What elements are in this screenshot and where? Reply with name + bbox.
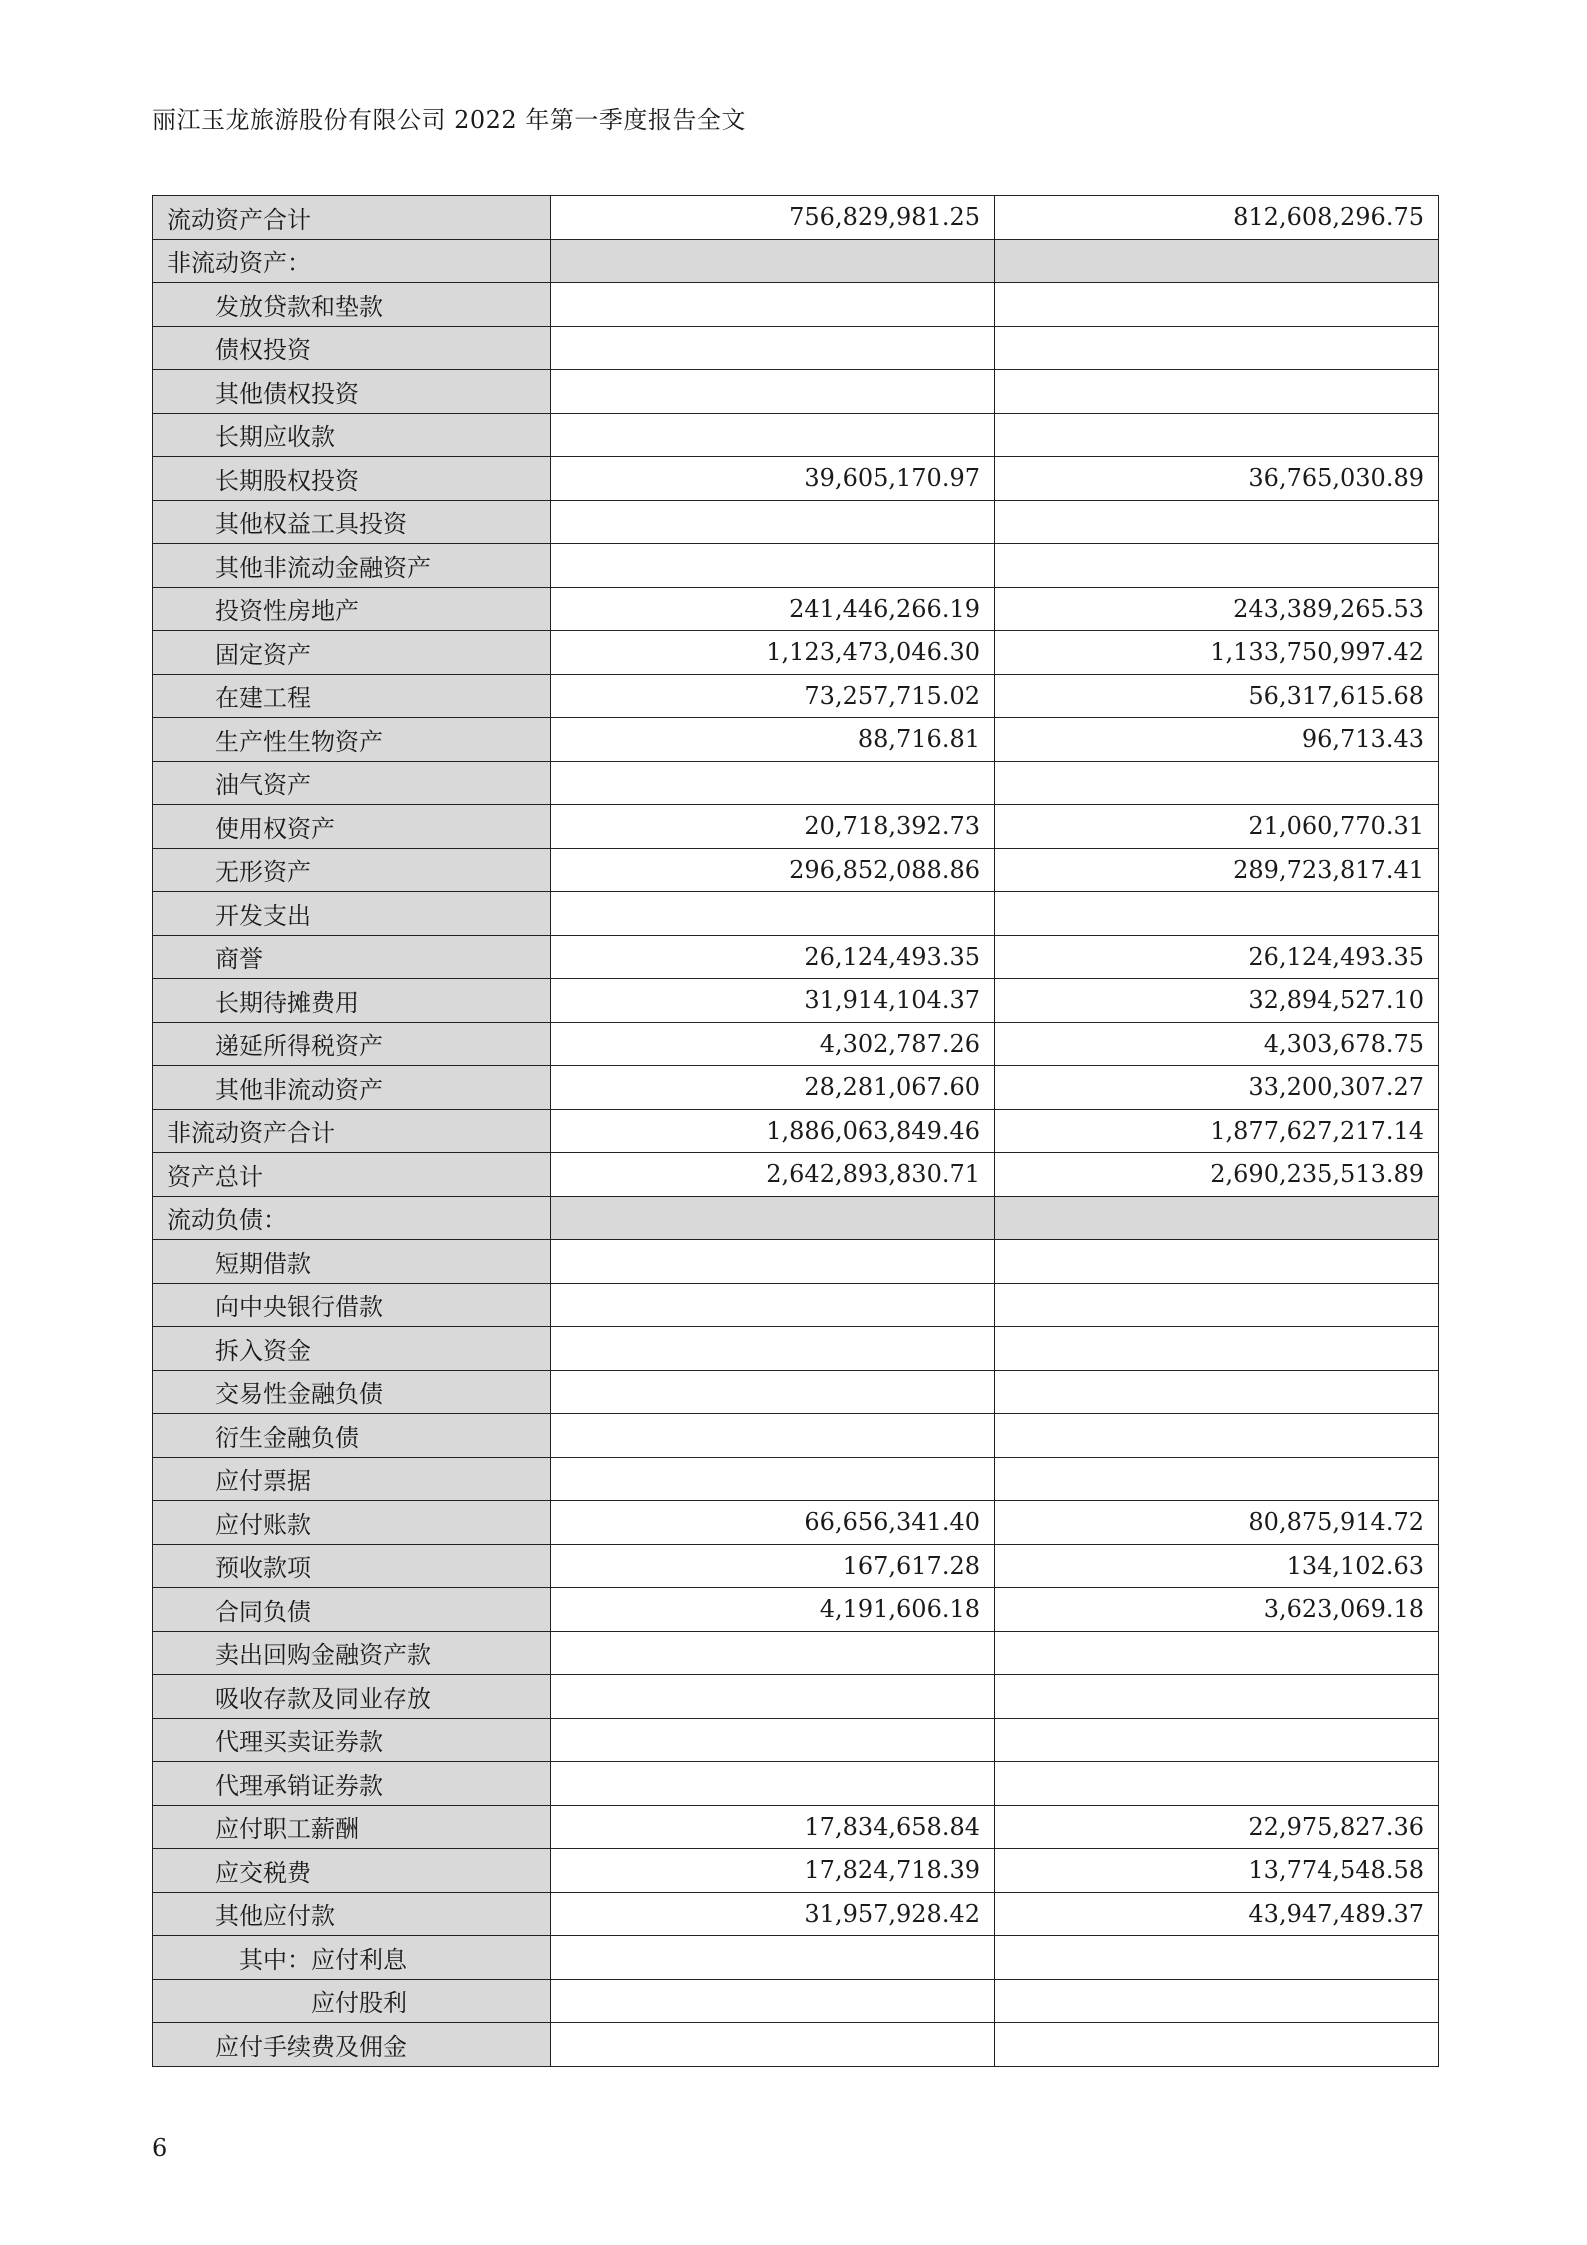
row-label: 长期待摊费用 xyxy=(153,979,551,1023)
prior-year-end-value: 32,894,527.10 xyxy=(995,979,1439,1023)
period-end-value xyxy=(551,413,995,457)
period-end-value xyxy=(551,1370,995,1414)
table-row xyxy=(153,1414,1439,1458)
table-row xyxy=(153,1675,1439,1719)
period-end-value xyxy=(551,1283,995,1327)
prior-year-end-value xyxy=(995,1196,1439,1240)
table-row xyxy=(153,1762,1439,1806)
row-label: 向中央银行借款 xyxy=(153,1283,551,1327)
prior-year-end-value: 36,765,030.89 xyxy=(995,457,1439,501)
row-label: 流动负债： xyxy=(153,1196,551,1240)
prior-year-end-value xyxy=(995,761,1439,805)
prior-year-end-value: 22,975,827.36 xyxy=(995,1805,1439,1849)
table-row xyxy=(153,1892,1439,1936)
period-end-value xyxy=(551,1414,995,1458)
period-end-value: 2,642,893,830.71 xyxy=(551,1153,995,1197)
period-end-value xyxy=(551,1631,995,1675)
prior-year-end-value xyxy=(995,500,1439,544)
period-end-value xyxy=(551,1327,995,1371)
table-row xyxy=(153,718,1439,762)
period-end-value xyxy=(551,326,995,370)
table-row xyxy=(153,1544,1439,1588)
table-row xyxy=(153,674,1439,718)
period-end-value: 28,281,067.60 xyxy=(551,1066,995,1110)
period-end-value: 39,605,170.97 xyxy=(551,457,995,501)
row-label: 应付账款 xyxy=(153,1501,551,1545)
row-label: 卖出回购金融资产款 xyxy=(153,1631,551,1675)
row-label: 其他非流动资产 xyxy=(153,1066,551,1110)
row-label: 其他债权投资 xyxy=(153,370,551,414)
row-label: 开发支出 xyxy=(153,892,551,936)
prior-year-end-value xyxy=(995,892,1439,936)
prior-year-end-value: 26,124,493.35 xyxy=(995,935,1439,979)
table-row xyxy=(153,848,1439,892)
period-end-value: 1,123,473,046.30 xyxy=(551,631,995,675)
prior-year-end-value xyxy=(995,1327,1439,1371)
period-end-value xyxy=(551,544,995,588)
table-row xyxy=(153,1022,1439,1066)
prior-year-end-value: 96,713.43 xyxy=(995,718,1439,762)
period-end-value xyxy=(551,1675,995,1719)
period-end-value: 31,914,104.37 xyxy=(551,979,995,1023)
row-label: 代理承销证券款 xyxy=(153,1762,551,1806)
prior-year-end-value xyxy=(995,1718,1439,1762)
period-end-value xyxy=(551,1240,995,1284)
row-label: 流动资产合计 xyxy=(153,196,551,240)
row-label: 商誉 xyxy=(153,935,551,979)
period-end-value: 17,824,718.39 xyxy=(551,1849,995,1893)
prior-year-end-value xyxy=(995,370,1439,414)
period-end-value xyxy=(551,283,995,327)
row-label: 应交税费 xyxy=(153,1849,551,1893)
prior-year-end-value xyxy=(995,1762,1439,1806)
prior-year-end-value xyxy=(995,413,1439,457)
row-label: 油气资产 xyxy=(153,761,551,805)
prior-year-end-value xyxy=(995,1936,1439,1980)
row-label: 吸收存款及同业存放 xyxy=(153,1675,551,1719)
period-end-value: 20,718,392.73 xyxy=(551,805,995,849)
table-row xyxy=(153,196,1439,240)
prior-year-end-value: 289,723,817.41 xyxy=(995,848,1439,892)
prior-year-end-value xyxy=(995,1631,1439,1675)
period-end-value: 17,834,658.84 xyxy=(551,1805,995,1849)
prior-year-end-value: 56,317,615.68 xyxy=(995,674,1439,718)
prior-year-end-value: 134,102.63 xyxy=(995,1544,1439,1588)
table-row xyxy=(153,1066,1439,1110)
period-end-value: 1,886,063,849.46 xyxy=(551,1109,995,1153)
table-row xyxy=(153,1283,1439,1327)
prior-year-end-value xyxy=(995,544,1439,588)
row-label: 短期借款 xyxy=(153,1240,551,1284)
table-row xyxy=(153,1153,1439,1197)
prior-year-end-value xyxy=(995,283,1439,327)
table-row xyxy=(153,1849,1439,1893)
row-label: 预收款项 xyxy=(153,1544,551,1588)
section-header-row xyxy=(153,1196,1439,1240)
period-end-value xyxy=(551,370,995,414)
row-label: 其他权益工具投资 xyxy=(153,500,551,544)
period-end-value: 756,829,981.25 xyxy=(551,196,995,240)
table-row xyxy=(153,544,1439,588)
row-label: 拆入资金 xyxy=(153,1327,551,1371)
period-end-value: 73,257,715.02 xyxy=(551,674,995,718)
prior-year-end-value xyxy=(995,326,1439,370)
period-end-value xyxy=(551,1936,995,1980)
page-header: 丽江玉龙旅游股份有限公司 2022 年第一季度报告全文 xyxy=(152,106,746,134)
table-row xyxy=(153,935,1439,979)
prior-year-end-value xyxy=(995,1370,1439,1414)
table-row xyxy=(153,1240,1439,1284)
row-label: 合同负债 xyxy=(153,1588,551,1632)
prior-year-end-value: 2,690,235,513.89 xyxy=(995,1153,1439,1197)
row-label: 应付职工薪酬 xyxy=(153,1805,551,1849)
table-row xyxy=(153,413,1439,457)
row-label: 应付手续费及佣金 xyxy=(153,2023,551,2067)
period-end-value: 26,124,493.35 xyxy=(551,935,995,979)
row-label: 无形资产 xyxy=(153,848,551,892)
table-row xyxy=(153,2023,1439,2067)
row-label: 其他应付款 xyxy=(153,1892,551,1936)
row-label: 递延所得税资产 xyxy=(153,1022,551,1066)
row-label: 固定资产 xyxy=(153,631,551,675)
table-row xyxy=(153,1979,1439,2023)
table-row xyxy=(153,1718,1439,1762)
prior-year-end-value xyxy=(995,1457,1439,1501)
row-label: 生产性生物资产 xyxy=(153,718,551,762)
period-end-value: 66,656,341.40 xyxy=(551,1501,995,1545)
table-row xyxy=(153,500,1439,544)
row-label: 其他非流动金融资产 xyxy=(153,544,551,588)
prior-year-end-value: 13,774,548.58 xyxy=(995,1849,1439,1893)
table-row xyxy=(153,1588,1439,1632)
period-end-value xyxy=(551,1196,995,1240)
table-row xyxy=(153,1501,1439,1545)
row-label: 投资性房地产 xyxy=(153,587,551,631)
prior-year-end-value xyxy=(995,239,1439,283)
page-number: 6 xyxy=(152,2134,168,2162)
period-end-value xyxy=(551,2023,995,2067)
period-end-value xyxy=(551,1979,995,2023)
table-row xyxy=(153,1109,1439,1153)
row-label: 在建工程 xyxy=(153,674,551,718)
prior-year-end-value: 33,200,307.27 xyxy=(995,1066,1439,1110)
period-end-value: 31,957,928.42 xyxy=(551,1892,995,1936)
prior-year-end-value: 1,133,750,997.42 xyxy=(995,631,1439,675)
table-row xyxy=(153,892,1439,936)
table-row xyxy=(153,587,1439,631)
row-label: 长期应收款 xyxy=(153,413,551,457)
table-row xyxy=(153,1370,1439,1414)
prior-year-end-value: 80,875,914.72 xyxy=(995,1501,1439,1545)
prior-year-end-value xyxy=(995,1979,1439,2023)
prior-year-end-value: 812,608,296.75 xyxy=(995,196,1439,240)
table-row xyxy=(153,631,1439,675)
table-row xyxy=(153,457,1439,501)
table-row xyxy=(153,1457,1439,1501)
table-row xyxy=(153,805,1439,849)
period-end-value: 88,716.81 xyxy=(551,718,995,762)
balance-sheet-body xyxy=(153,196,1439,2067)
row-label: 使用权资产 xyxy=(153,805,551,849)
row-label: 发放贷款和垫款 xyxy=(153,283,551,327)
prior-year-end-value: 4,303,678.75 xyxy=(995,1022,1439,1066)
period-end-value: 296,852,088.86 xyxy=(551,848,995,892)
row-label: 应付票据 xyxy=(153,1457,551,1501)
row-label: 衍生金融负债 xyxy=(153,1414,551,1458)
table-row xyxy=(153,1936,1439,1980)
period-end-value xyxy=(551,1457,995,1501)
table-row xyxy=(153,979,1439,1023)
table-row xyxy=(153,326,1439,370)
table-row xyxy=(153,1805,1439,1849)
prior-year-end-value: 3,623,069.18 xyxy=(995,1588,1439,1632)
table-row xyxy=(153,1327,1439,1371)
period-end-value xyxy=(551,761,995,805)
prior-year-end-value xyxy=(995,1283,1439,1327)
period-end-value: 167,617.28 xyxy=(551,1544,995,1588)
period-end-value xyxy=(551,1718,995,1762)
row-label: 其中：应付利息 xyxy=(153,1936,551,1980)
table-row xyxy=(153,283,1439,327)
prior-year-end-value: 243,389,265.53 xyxy=(995,587,1439,631)
prior-year-end-value xyxy=(995,1675,1439,1719)
row-label: 非流动资产合计 xyxy=(153,1109,551,1153)
period-end-value xyxy=(551,1762,995,1806)
section-header-row xyxy=(153,239,1439,283)
period-end-value: 241,446,266.19 xyxy=(551,587,995,631)
prior-year-end-value xyxy=(995,1414,1439,1458)
period-end-value: 4,302,787.26 xyxy=(551,1022,995,1066)
balance-sheet-table xyxy=(152,195,1439,2067)
prior-year-end-value xyxy=(995,2023,1439,2067)
table-row xyxy=(153,761,1439,805)
row-label: 应付股利 xyxy=(153,1979,551,2023)
prior-year-end-value: 1,877,627,217.14 xyxy=(995,1109,1439,1153)
row-label: 资产总计 xyxy=(153,1153,551,1197)
table-row xyxy=(153,1631,1439,1675)
period-end-value: 4,191,606.18 xyxy=(551,1588,995,1632)
period-end-value xyxy=(551,892,995,936)
period-end-value xyxy=(551,239,995,283)
table-row xyxy=(153,370,1439,414)
period-end-value xyxy=(551,500,995,544)
row-label: 长期股权投资 xyxy=(153,457,551,501)
prior-year-end-value xyxy=(995,1240,1439,1284)
prior-year-end-value: 21,060,770.31 xyxy=(995,805,1439,849)
row-label: 代理买卖证券款 xyxy=(153,1718,551,1762)
row-label: 债权投资 xyxy=(153,326,551,370)
row-label: 交易性金融负债 xyxy=(153,1370,551,1414)
row-label: 非流动资产： xyxy=(153,239,551,283)
prior-year-end-value: 43,947,489.37 xyxy=(995,1892,1439,1936)
